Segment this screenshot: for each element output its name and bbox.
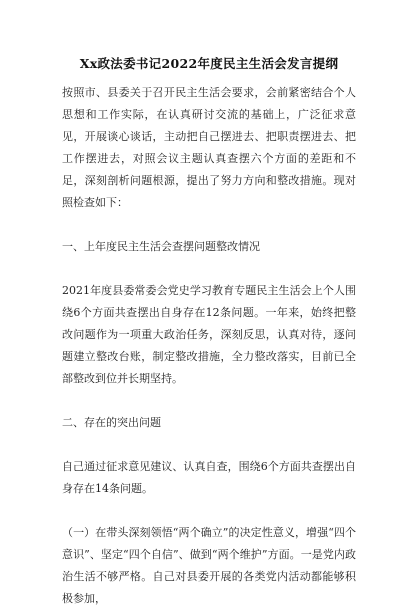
section-2-paragraph: 自己通过征求意见建议、认真自查，围绕6个方面共查摆出自身存在14条问题。: [62, 460, 356, 495]
section-2-heading: 二、存在的突出问题: [62, 416, 161, 429]
subsection-1-paragraph: （一）在带头深刻领悟“两个确立”的决定性意义，增强“四个意识”、坚定“四个自信”、做到“两个维护”方面。一是党内政治生活不够严格。自己对县委开展的各类党内活动都能够积极参加，: [62, 526, 356, 605]
section-1-heading: 一、上年度民主生活会查摆问题整改情况: [62, 240, 260, 253]
intro-paragraph: 按照市、县委关于召开民主生活会要求，会前紧密结合个人思想和工作实际，在认真研讨交流的基础上，广泛征求意见，开展谈心谈话，主动把自己摆进去、把职责摆进去、把工作摆进去，对照会议主题认真查摆六个方面的差距和不足，深刻剖析问题根源，提出了努力方向和整改措施。现对照检查如下：: [62, 86, 356, 209]
document-title: Xx政法委书记2022年度民主生活会发言提纲: [79, 56, 339, 71]
section-1-paragraph: 2021年度县委常委会党史学习教育专题民主生活会上个人围绕6个方面共查摆出自身存在12条问题。一年来，始终把整改问题作为一项重大政治任务，深刻反思，认真对待，逐问题建立整改台账，制定整改措施，全力整改落实，目前已全部整改到位并长期坚持。: [62, 284, 356, 385]
